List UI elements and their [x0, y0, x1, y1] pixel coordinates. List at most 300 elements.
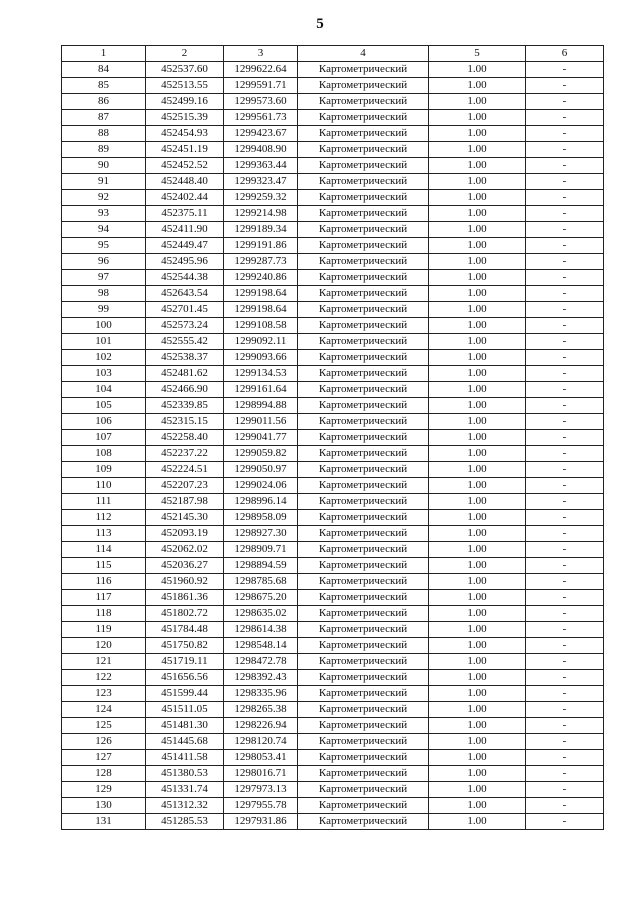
- note-cell: -: [526, 398, 604, 414]
- method-cell: Картометрический: [298, 126, 429, 142]
- table-row: [62, 350, 604, 366]
- table-row: [62, 430, 604, 446]
- x-coordinate-cell: 452411.90: [146, 222, 224, 238]
- note-cell: -: [526, 750, 604, 766]
- point-number-cell: 92: [62, 190, 146, 206]
- table-row: [62, 734, 604, 750]
- x-coordinate-cell: 451656.56: [146, 670, 224, 686]
- x-coordinate-cell: 451285.53: [146, 814, 224, 830]
- x-coordinate-cell: 452544.38: [146, 270, 224, 286]
- method-cell: Картометрический: [298, 286, 429, 302]
- page-number: 5: [316, 16, 324, 32]
- point-number-cell: 84: [62, 62, 146, 78]
- point-number-cell: 89: [62, 142, 146, 158]
- accuracy-cell: 1.00: [429, 238, 526, 254]
- note-cell: -: [526, 670, 604, 686]
- note-cell: -: [526, 318, 604, 334]
- method-cell: Картометрический: [298, 318, 429, 334]
- y-coordinate-cell: 1299041.77: [224, 430, 298, 446]
- x-coordinate-cell: 452339.85: [146, 398, 224, 414]
- x-coordinate-cell: 452573.24: [146, 318, 224, 334]
- x-coordinate-cell: 452448.40: [146, 174, 224, 190]
- x-coordinate-cell: 452036.27: [146, 558, 224, 574]
- accuracy-cell: 1.00: [429, 286, 526, 302]
- note-cell: -: [526, 606, 604, 622]
- accuracy-cell: 1.00: [429, 574, 526, 590]
- note-cell: -: [526, 814, 604, 830]
- column-header: 6: [526, 46, 604, 62]
- accuracy-cell: 1.00: [429, 542, 526, 558]
- note-cell: -: [526, 382, 604, 398]
- point-number-cell: 120: [62, 638, 146, 654]
- accuracy-cell: 1.00: [429, 318, 526, 334]
- x-coordinate-cell: 452515.39: [146, 110, 224, 126]
- x-coordinate-cell: 452555.42: [146, 334, 224, 350]
- accuracy-cell: 1.00: [429, 670, 526, 686]
- point-number-cell: 121: [62, 654, 146, 670]
- note-cell: -: [526, 734, 604, 750]
- note-cell: -: [526, 142, 604, 158]
- y-coordinate-cell: 1298053.41: [224, 750, 298, 766]
- method-cell: Картометрический: [298, 398, 429, 414]
- table-header-row: [62, 46, 604, 62]
- point-number-cell: 111: [62, 494, 146, 510]
- note-cell: -: [526, 206, 604, 222]
- accuracy-cell: 1.00: [429, 446, 526, 462]
- y-coordinate-cell: 1299059.82: [224, 446, 298, 462]
- point-number-cell: 115: [62, 558, 146, 574]
- y-coordinate-cell: 1299198.64: [224, 286, 298, 302]
- note-cell: -: [526, 366, 604, 382]
- table-row: [62, 174, 604, 190]
- y-coordinate-cell: 1299189.34: [224, 222, 298, 238]
- y-coordinate-cell: 1297973.13: [224, 782, 298, 798]
- table-row: [62, 446, 604, 462]
- accuracy-cell: 1.00: [429, 510, 526, 526]
- y-coordinate-cell: 1298894.59: [224, 558, 298, 574]
- note-cell: -: [526, 622, 604, 638]
- x-coordinate-cell: 452701.45: [146, 302, 224, 318]
- note-cell: -: [526, 286, 604, 302]
- point-number-cell: 125: [62, 718, 146, 734]
- y-coordinate-cell: 1298016.71: [224, 766, 298, 782]
- method-cell: Картометрический: [298, 206, 429, 222]
- method-cell: Картометрический: [298, 638, 429, 654]
- x-coordinate-cell: 452538.37: [146, 350, 224, 366]
- y-coordinate-cell: 1297931.86: [224, 814, 298, 830]
- accuracy-cell: 1.00: [429, 654, 526, 670]
- method-cell: Картометрический: [298, 526, 429, 542]
- y-coordinate-cell: 1298335.96: [224, 686, 298, 702]
- x-coordinate-cell: 452513.55: [146, 78, 224, 94]
- table-row: [62, 510, 604, 526]
- point-number-cell: 128: [62, 766, 146, 782]
- x-coordinate-cell: 452449.47: [146, 238, 224, 254]
- table-row: [62, 622, 604, 638]
- x-coordinate-cell: 451445.68: [146, 734, 224, 750]
- method-cell: Картометрический: [298, 238, 429, 254]
- note-cell: -: [526, 590, 604, 606]
- y-coordinate-cell: 1298548.14: [224, 638, 298, 654]
- table-row: [62, 814, 604, 830]
- method-cell: Картометрический: [298, 334, 429, 350]
- point-number-cell: 130: [62, 798, 146, 814]
- accuracy-cell: 1.00: [429, 590, 526, 606]
- method-cell: Картометрический: [298, 718, 429, 734]
- y-coordinate-cell: 1297955.78: [224, 798, 298, 814]
- note-cell: -: [526, 190, 604, 206]
- accuracy-cell: 1.00: [429, 798, 526, 814]
- accuracy-cell: 1.00: [429, 622, 526, 638]
- table-row: [62, 638, 604, 654]
- method-cell: Картометрический: [298, 782, 429, 798]
- accuracy-cell: 1.00: [429, 558, 526, 574]
- table-row: [62, 62, 604, 78]
- method-cell: Картометрический: [298, 174, 429, 190]
- table-row: [62, 158, 604, 174]
- point-number-cell: 96: [62, 254, 146, 270]
- y-coordinate-cell: 1298994.88: [224, 398, 298, 414]
- point-number-cell: 91: [62, 174, 146, 190]
- method-cell: Картометрический: [298, 686, 429, 702]
- accuracy-cell: 1.00: [429, 526, 526, 542]
- point-number-cell: 109: [62, 462, 146, 478]
- note-cell: -: [526, 494, 604, 510]
- table-row: [62, 750, 604, 766]
- table-row: [62, 126, 604, 142]
- point-number-cell: 123: [62, 686, 146, 702]
- x-coordinate-cell: 451411.58: [146, 750, 224, 766]
- y-coordinate-cell: 1299050.97: [224, 462, 298, 478]
- note-cell: -: [526, 222, 604, 238]
- y-coordinate-cell: 1299161.64: [224, 382, 298, 398]
- y-coordinate-cell: 1298909.71: [224, 542, 298, 558]
- note-cell: -: [526, 718, 604, 734]
- point-number-cell: 99: [62, 302, 146, 318]
- point-number-cell: 124: [62, 702, 146, 718]
- note-cell: -: [526, 782, 604, 798]
- table-row: [62, 94, 604, 110]
- x-coordinate-cell: 452499.16: [146, 94, 224, 110]
- note-cell: -: [526, 126, 604, 142]
- note-cell: -: [526, 526, 604, 542]
- table-row: [62, 110, 604, 126]
- y-coordinate-cell: 1298996.14: [224, 494, 298, 510]
- method-cell: Картометрический: [298, 158, 429, 174]
- table-row: [62, 238, 604, 254]
- note-cell: -: [526, 174, 604, 190]
- point-number-cell: 116: [62, 574, 146, 590]
- method-cell: Картометрический: [298, 382, 429, 398]
- point-number-cell: 97: [62, 270, 146, 286]
- note-cell: -: [526, 78, 604, 94]
- note-cell: -: [526, 478, 604, 494]
- x-coordinate-cell: 452454.93: [146, 126, 224, 142]
- accuracy-cell: 1.00: [429, 750, 526, 766]
- y-coordinate-cell: 1298226.94: [224, 718, 298, 734]
- x-coordinate-cell: 452452.52: [146, 158, 224, 174]
- point-number-cell: 114: [62, 542, 146, 558]
- accuracy-cell: 1.00: [429, 430, 526, 446]
- method-cell: Картометрический: [298, 494, 429, 510]
- y-coordinate-cell: 1299134.53: [224, 366, 298, 382]
- x-coordinate-cell: 452187.98: [146, 494, 224, 510]
- y-coordinate-cell: 1298614.38: [224, 622, 298, 638]
- accuracy-cell: 1.00: [429, 702, 526, 718]
- accuracy-cell: 1.00: [429, 766, 526, 782]
- x-coordinate-cell: 451380.53: [146, 766, 224, 782]
- y-coordinate-cell: 1298265.38: [224, 702, 298, 718]
- method-cell: Картометрический: [298, 510, 429, 526]
- note-cell: -: [526, 574, 604, 590]
- accuracy-cell: 1.00: [429, 270, 526, 286]
- y-coordinate-cell: 1299240.86: [224, 270, 298, 286]
- table-row: [62, 574, 604, 590]
- x-coordinate-cell: 451719.11: [146, 654, 224, 670]
- y-coordinate-cell: 1298675.20: [224, 590, 298, 606]
- note-cell: -: [526, 638, 604, 654]
- x-coordinate-cell: 451802.72: [146, 606, 224, 622]
- accuracy-cell: 1.00: [429, 382, 526, 398]
- column-header: 5: [429, 46, 526, 62]
- table-row: [62, 462, 604, 478]
- note-cell: -: [526, 110, 604, 126]
- point-number-cell: 85: [62, 78, 146, 94]
- note-cell: -: [526, 702, 604, 718]
- note-cell: -: [526, 158, 604, 174]
- point-number-cell: 119: [62, 622, 146, 638]
- method-cell: Картометрический: [298, 414, 429, 430]
- method-cell: Картометрический: [298, 814, 429, 830]
- method-cell: Картометрический: [298, 222, 429, 238]
- point-number-cell: 110: [62, 478, 146, 494]
- table-row: [62, 366, 604, 382]
- method-cell: Картометрический: [298, 78, 429, 94]
- x-coordinate-cell: 452207.23: [146, 478, 224, 494]
- accuracy-cell: 1.00: [429, 350, 526, 366]
- method-cell: Картометрический: [298, 350, 429, 366]
- x-coordinate-cell: 452145.30: [146, 510, 224, 526]
- accuracy-cell: 1.00: [429, 126, 526, 142]
- table-row: [62, 654, 604, 670]
- table-row: [62, 78, 604, 94]
- y-coordinate-cell: 1299423.67: [224, 126, 298, 142]
- point-number-cell: 87: [62, 110, 146, 126]
- accuracy-cell: 1.00: [429, 638, 526, 654]
- y-coordinate-cell: 1299622.64: [224, 62, 298, 78]
- point-number-cell: 104: [62, 382, 146, 398]
- method-cell: Картометрический: [298, 94, 429, 110]
- accuracy-cell: 1.00: [429, 174, 526, 190]
- method-cell: Картометрический: [298, 542, 429, 558]
- method-cell: Картометрический: [298, 622, 429, 638]
- method-cell: Картометрический: [298, 574, 429, 590]
- method-cell: Картометрический: [298, 254, 429, 270]
- method-cell: Картометрический: [298, 670, 429, 686]
- accuracy-cell: 1.00: [429, 302, 526, 318]
- y-coordinate-cell: 1299214.98: [224, 206, 298, 222]
- accuracy-cell: 1.00: [429, 462, 526, 478]
- column-header: 4: [298, 46, 429, 62]
- x-coordinate-cell: 452224.51: [146, 462, 224, 478]
- y-coordinate-cell: 1298785.68: [224, 574, 298, 590]
- table-row: [62, 782, 604, 798]
- table-row: [62, 414, 604, 430]
- note-cell: -: [526, 62, 604, 78]
- point-number-cell: 103: [62, 366, 146, 382]
- point-number-cell: 108: [62, 446, 146, 462]
- point-number-cell: 86: [62, 94, 146, 110]
- table-row: [62, 270, 604, 286]
- method-cell: Картометрический: [298, 734, 429, 750]
- table-row: [62, 558, 604, 574]
- point-number-cell: 107: [62, 430, 146, 446]
- y-coordinate-cell: 1299408.90: [224, 142, 298, 158]
- method-cell: Картометрический: [298, 366, 429, 382]
- point-number-cell: 131: [62, 814, 146, 830]
- x-coordinate-cell: 452237.22: [146, 446, 224, 462]
- method-cell: Картометрический: [298, 302, 429, 318]
- point-number-cell: 117: [62, 590, 146, 606]
- method-cell: Картометрический: [298, 270, 429, 286]
- point-number-cell: 118: [62, 606, 146, 622]
- note-cell: -: [526, 334, 604, 350]
- x-coordinate-cell: 452315.15: [146, 414, 224, 430]
- y-coordinate-cell: 1299591.71: [224, 78, 298, 94]
- point-number-cell: 122: [62, 670, 146, 686]
- note-cell: -: [526, 254, 604, 270]
- x-coordinate-cell: 452643.54: [146, 286, 224, 302]
- point-number-cell: 106: [62, 414, 146, 430]
- point-number-cell: 95: [62, 238, 146, 254]
- point-number-cell: 105: [62, 398, 146, 414]
- x-coordinate-cell: 451599.44: [146, 686, 224, 702]
- table-row: [62, 526, 604, 542]
- accuracy-cell: 1.00: [429, 398, 526, 414]
- table-row: [62, 286, 604, 302]
- table-row: [62, 318, 604, 334]
- accuracy-cell: 1.00: [429, 62, 526, 78]
- y-coordinate-cell: 1298927.30: [224, 526, 298, 542]
- accuracy-cell: 1.00: [429, 254, 526, 270]
- y-coordinate-cell: 1299323.47: [224, 174, 298, 190]
- y-coordinate-cell: 1299108.58: [224, 318, 298, 334]
- table-row: [62, 606, 604, 622]
- y-coordinate-cell: 1299024.06: [224, 478, 298, 494]
- y-coordinate-cell: 1299363.44: [224, 158, 298, 174]
- point-number-cell: 88: [62, 126, 146, 142]
- table-row: [62, 766, 604, 782]
- method-cell: Картометрический: [298, 110, 429, 126]
- table-row: [62, 254, 604, 270]
- accuracy-cell: 1.00: [429, 494, 526, 510]
- coordinates-table: [61, 45, 604, 830]
- table-row: [62, 590, 604, 606]
- method-cell: Картометрический: [298, 750, 429, 766]
- x-coordinate-cell: 452481.62: [146, 366, 224, 382]
- note-cell: -: [526, 542, 604, 558]
- note-cell: -: [526, 654, 604, 670]
- x-coordinate-cell: 451312.32: [146, 798, 224, 814]
- x-coordinate-cell: 452258.40: [146, 430, 224, 446]
- y-coordinate-cell: 1299198.64: [224, 302, 298, 318]
- table-row: [62, 142, 604, 158]
- accuracy-cell: 1.00: [429, 142, 526, 158]
- y-coordinate-cell: 1299011.56: [224, 414, 298, 430]
- point-number-cell: 90: [62, 158, 146, 174]
- x-coordinate-cell: 452062.02: [146, 542, 224, 558]
- x-coordinate-cell: 451960.92: [146, 574, 224, 590]
- table-row: [62, 702, 604, 718]
- accuracy-cell: 1.00: [429, 734, 526, 750]
- y-coordinate-cell: 1299573.60: [224, 94, 298, 110]
- table-row: [62, 670, 604, 686]
- method-cell: Картометрический: [298, 446, 429, 462]
- accuracy-cell: 1.00: [429, 190, 526, 206]
- table-row: [62, 718, 604, 734]
- x-coordinate-cell: 452093.19: [146, 526, 224, 542]
- table-row: [62, 542, 604, 558]
- x-coordinate-cell: 452537.60: [146, 62, 224, 78]
- accuracy-cell: 1.00: [429, 478, 526, 494]
- method-cell: Картометрический: [298, 190, 429, 206]
- accuracy-cell: 1.00: [429, 366, 526, 382]
- x-coordinate-cell: 451511.05: [146, 702, 224, 718]
- method-cell: Картометрический: [298, 798, 429, 814]
- table-row: [62, 302, 604, 318]
- accuracy-cell: 1.00: [429, 78, 526, 94]
- accuracy-cell: 1.00: [429, 158, 526, 174]
- x-coordinate-cell: 451784.48: [146, 622, 224, 638]
- accuracy-cell: 1.00: [429, 222, 526, 238]
- note-cell: -: [526, 798, 604, 814]
- y-coordinate-cell: 1299092.11: [224, 334, 298, 350]
- y-coordinate-cell: 1299191.86: [224, 238, 298, 254]
- method-cell: Картометрический: [298, 654, 429, 670]
- x-coordinate-cell: 452375.11: [146, 206, 224, 222]
- method-cell: Картометрический: [298, 142, 429, 158]
- accuracy-cell: 1.00: [429, 606, 526, 622]
- method-cell: Картометрический: [298, 702, 429, 718]
- y-coordinate-cell: 1298472.78: [224, 654, 298, 670]
- x-coordinate-cell: 452466.90: [146, 382, 224, 398]
- y-coordinate-cell: 1299561.73: [224, 110, 298, 126]
- method-cell: Картометрический: [298, 462, 429, 478]
- point-number-cell: 102: [62, 350, 146, 366]
- y-coordinate-cell: 1298635.02: [224, 606, 298, 622]
- y-coordinate-cell: 1298120.74: [224, 734, 298, 750]
- accuracy-cell: 1.00: [429, 94, 526, 110]
- note-cell: -: [526, 270, 604, 286]
- table-row: [62, 478, 604, 494]
- column-header: 2: [146, 46, 224, 62]
- table-row: [62, 222, 604, 238]
- point-number-cell: 98: [62, 286, 146, 302]
- table-row: [62, 398, 604, 414]
- column-header: 3: [224, 46, 298, 62]
- method-cell: Картометрический: [298, 478, 429, 494]
- point-number-cell: 94: [62, 222, 146, 238]
- accuracy-cell: 1.00: [429, 782, 526, 798]
- y-coordinate-cell: 1299259.32: [224, 190, 298, 206]
- table-row: [62, 798, 604, 814]
- note-cell: -: [526, 510, 604, 526]
- method-cell: Картометрический: [298, 590, 429, 606]
- note-cell: -: [526, 766, 604, 782]
- y-coordinate-cell: 1299287.73: [224, 254, 298, 270]
- point-number-cell: 100: [62, 318, 146, 334]
- x-coordinate-cell: 451861.36: [146, 590, 224, 606]
